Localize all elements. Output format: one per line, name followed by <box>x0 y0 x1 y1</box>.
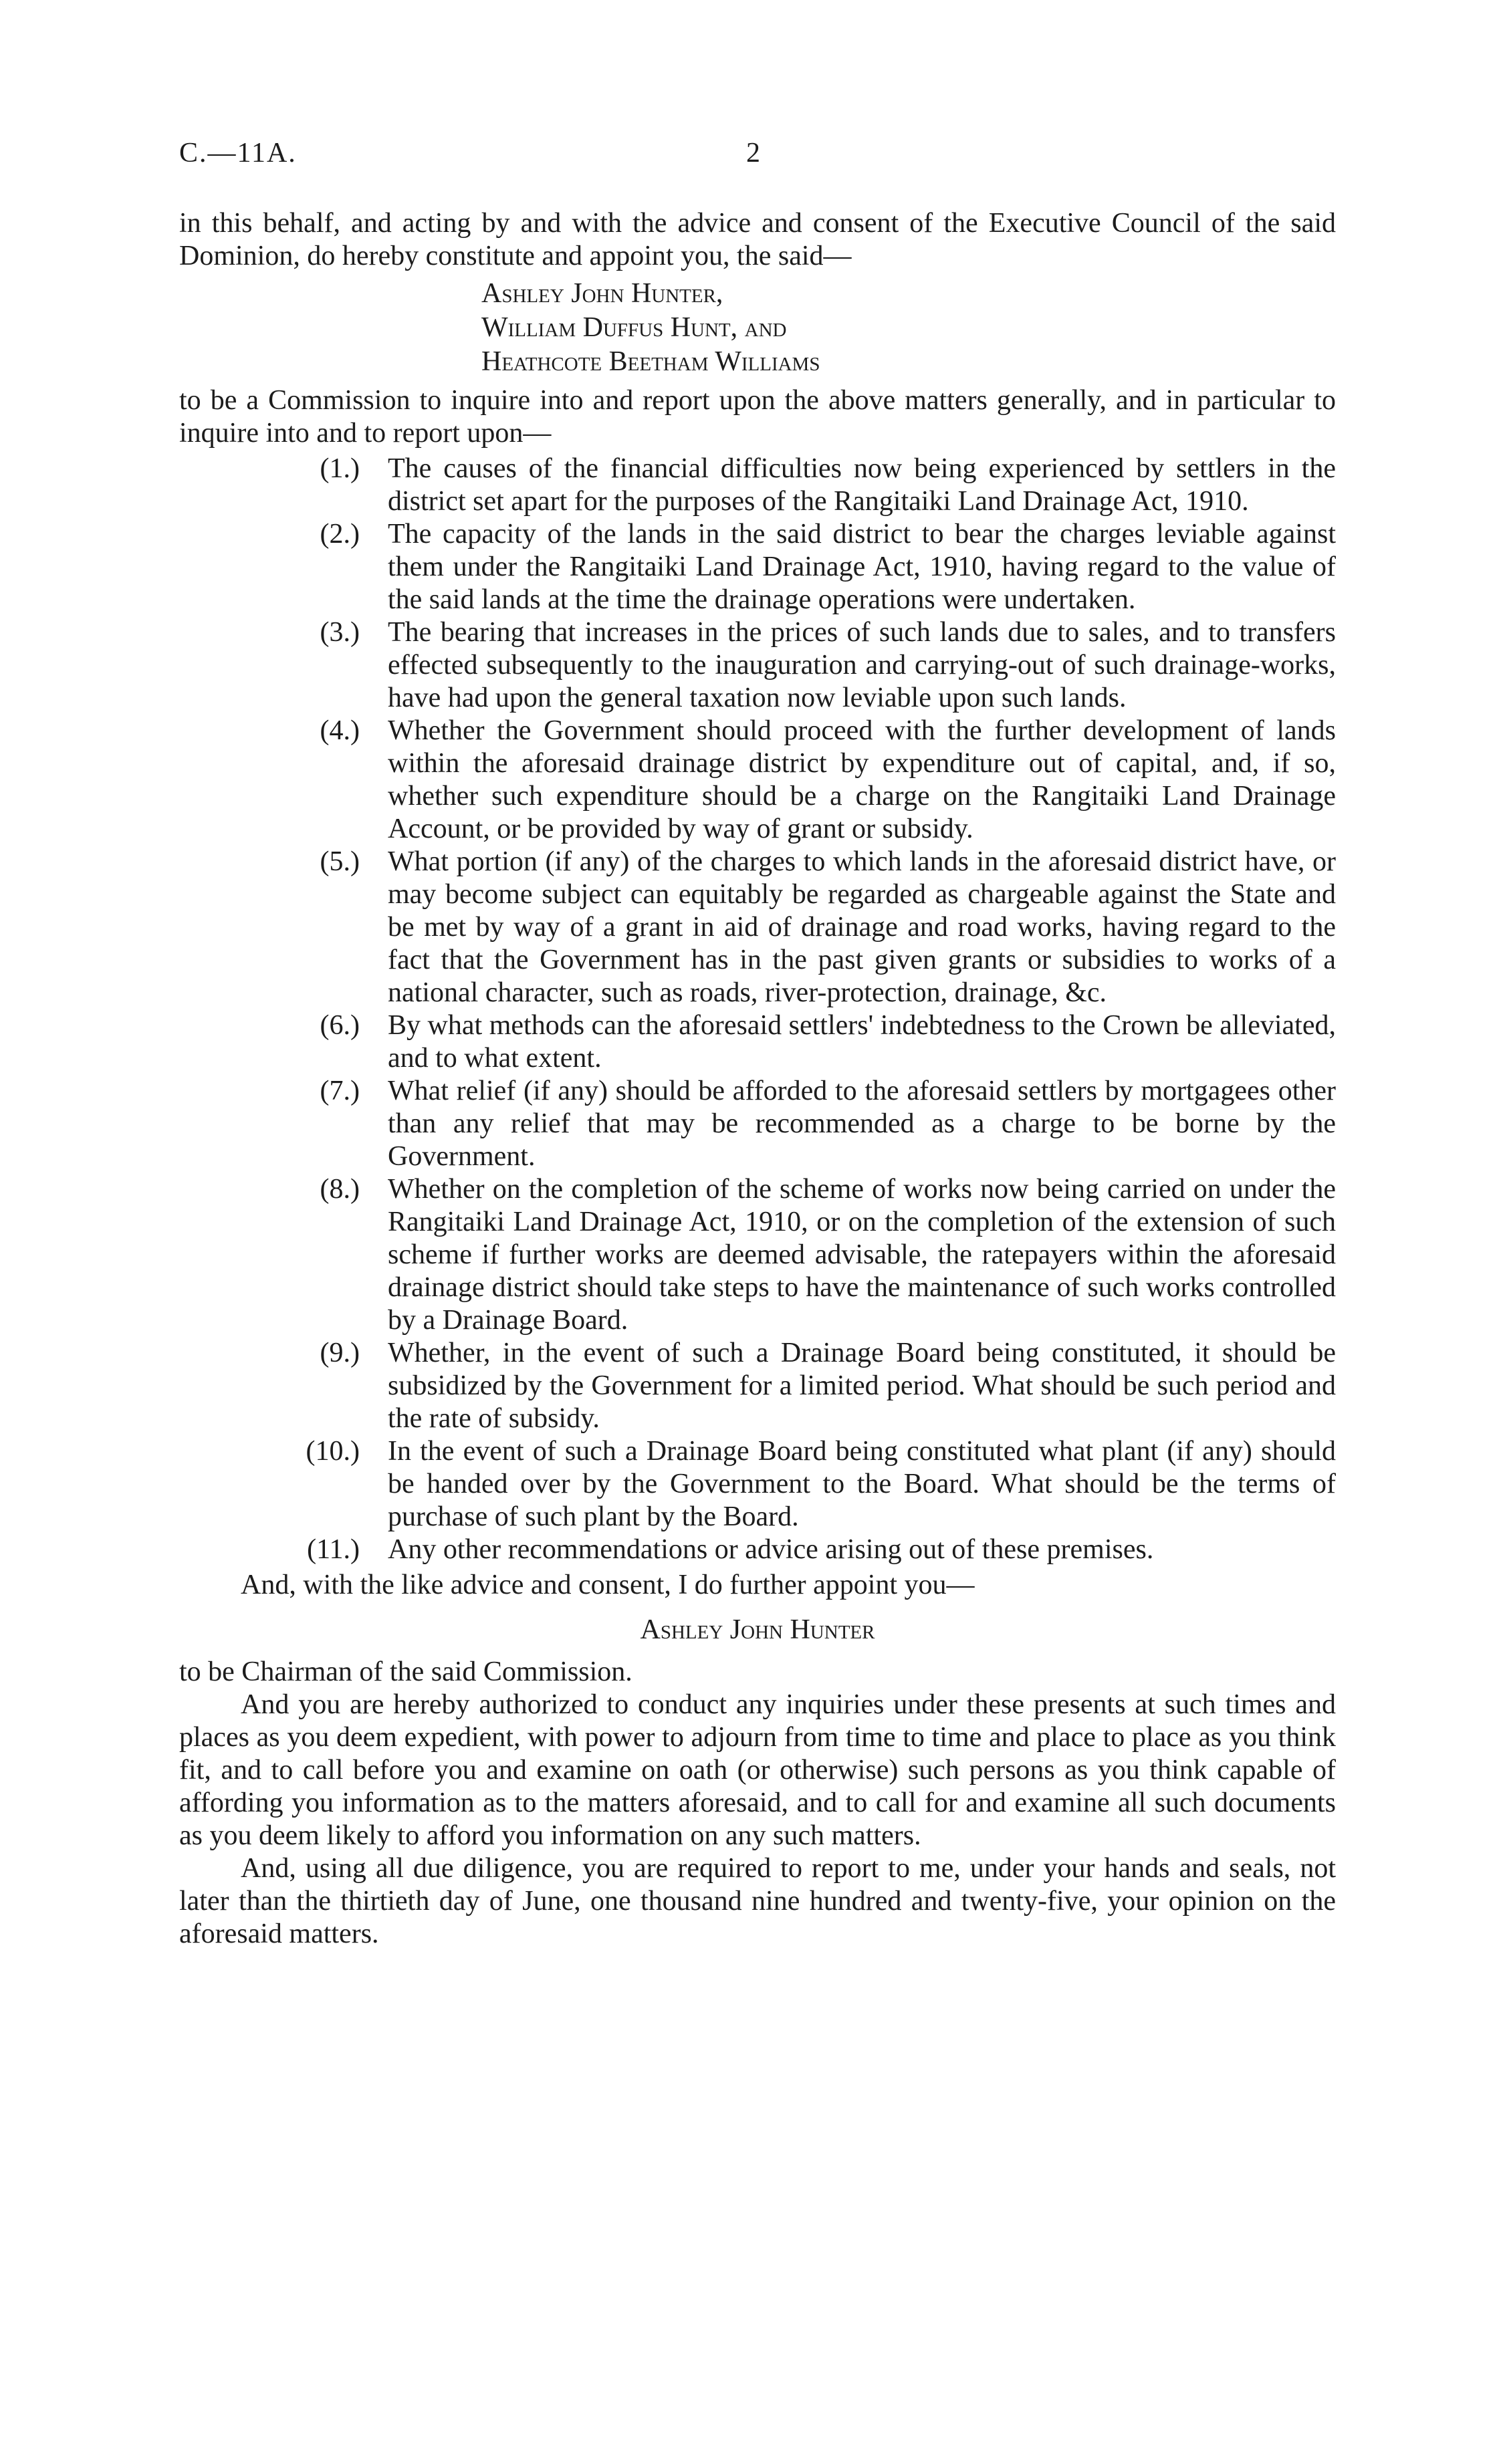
document-reference: C.—11A. <box>179 138 297 168</box>
item-number: (1.) <box>320 453 360 484</box>
item-number: (2.) <box>320 519 360 549</box>
item-text: Whether on the completion of the scheme of works now being carried on under the Rangitaiki Land Drainage Act, 1910, or on the completion of the extension of such scheme if further works are deemed advisable, the ratepayers within the aforesaid drainage district should take steps to have the maintenance of such works controlled by a Drainage Board. <box>388 1174 1336 1336</box>
item-number: (8.) <box>320 1174 360 1205</box>
page-number: 2 <box>746 138 760 168</box>
item-text: The causes of the financial difficulties now being experienced by settlers in the district set apart for the purposes of the Rangitaiki Land Drainage Act, 1910. <box>388 453 1336 517</box>
item-text: In the event of such a Drainage Board being constituted what plant (if any) should be handed over by the Government to the Board. What should be the terms of purchase of such plant by the Board. <box>388 1436 1336 1532</box>
item-text: Whether the Government should proceed with the further development of lands within the aforesaid drainage district by expenditure out of capital, and, if so, whether such expenditure should be a charge on the Rangitaiki Land Drainage Account, or be provided by way of grant or subsidy. <box>388 715 1336 844</box>
item-number: (10.) <box>306 1436 360 1467</box>
item-text: What relief (if any) should be afforded to the aforesaid settlers by mortgagees other than any relief that may be recommended as a charge to be borne by the Government. <box>388 1076 1336 1172</box>
item-text: By what methods can the aforesaid settlers' indebtedness to the Crown be alleviated, and to what extent. <box>388 1010 1336 1074</box>
page-header <box>179 137 1336 177</box>
commissioner-names <box>179 277 1336 379</box>
inquiry-item <box>179 616 1336 715</box>
item-text: The capacity of the lands in the said district to bear the charges leviable against them under the Rangitaiki Land Drainage Act, 1910, having regard to the value of the said lands at the time the drainage operations were undertaken. <box>388 519 1336 615</box>
item-number: (5.) <box>320 846 360 877</box>
inquiry-item <box>179 1533 1336 1566</box>
item-text: Whether, in the event of such a Drainage Board being constituted, it should be subsidized by the Government for a limited period. What should be such period and the rate of subsidy. <box>388 1338 1336 1434</box>
authority-paragraph: And you are hereby authorized to conduct any inquiries under these presents at such times and places as you deem expedient, with power to adjourn from time to time and place to place as you think fit, and to call before you and examine on oath (or otherwise) such persons as you think capable of affording you information as to the matters aforesaid, and to call for and examine all such documents as you deem likely to afford you information on any such matters. <box>179 1689 1336 1851</box>
commissioner-name: Ashley John Hunter, <box>481 278 723 309</box>
item-number: (6.) <box>320 1010 360 1041</box>
item-text: Any other recommendations or advice arising out of these premises. <box>388 1534 1154 1565</box>
report-paragraph: And, using all due diligence, you are required to report to me, under your hands and seals, not later than the thirtieth day of June, one thousand nine hundred and twenty-five, your opinion on the aforesaid matters. <box>179 1853 1336 1949</box>
commissioner-name: Heathcote Beetham Williams <box>481 346 820 377</box>
item-number: (4.) <box>320 715 360 746</box>
chairman-name: Ashley John Hunter <box>640 1614 875 1645</box>
item-number: (11.) <box>307 1534 360 1565</box>
inquiry-item <box>179 1009 1336 1075</box>
inquiry-item <box>179 715 1336 846</box>
further-appoint-paragraph: And, with the like advice and consent, I do further appoint you— <box>241 1570 975 1600</box>
inquiry-item <box>179 518 1336 616</box>
inquiry-item <box>179 1337 1336 1435</box>
chairman-role-paragraph: to be Chairman of the said Commission. <box>179 1656 632 1687</box>
inquiry-item <box>179 1435 1336 1533</box>
item-number: (7.) <box>320 1076 360 1106</box>
inquiry-item <box>179 453 1336 518</box>
item-number: (3.) <box>320 617 360 648</box>
inquiry-item <box>179 846 1336 1009</box>
inquiry-items-list <box>179 453 1336 1566</box>
inquiry-item <box>179 1075 1336 1173</box>
intro-paragraph: in this behalf, and acting by and with the advice and consent of the Executive Council of the said Dominion, do hereby constitute and appoint you, the said— <box>179 208 1336 271</box>
inquiry-item <box>179 1173 1336 1337</box>
item-number: (9.) <box>320 1338 360 1368</box>
item-text: What portion (if any) of the charges to which lands in the aforesaid district have, or may become subject can equitably be regarded as chargeable against the State and be met by way of a grant in aid of drainage and road works, having regard to the fact that the Government has in the past given grants or subsidies to works of a national character, such as roads, river-protection, drainage, &c. <box>388 846 1336 1008</box>
item-text: The bearing that increases in the prices of such lands due to sales, and to transfers effected subsequently to the inauguration and carrying-out of such drainage-works, have had upon the general taxation now leviable upon such lands. <box>388 617 1336 713</box>
document-body <box>179 207 1336 1951</box>
charge-paragraph: to be a Commission to inquire into and report upon the above matters generally, and in particular to inquire into and to report upon— <box>179 385 1336 449</box>
commissioner-name: William Duffus Hunt, and <box>481 312 787 343</box>
